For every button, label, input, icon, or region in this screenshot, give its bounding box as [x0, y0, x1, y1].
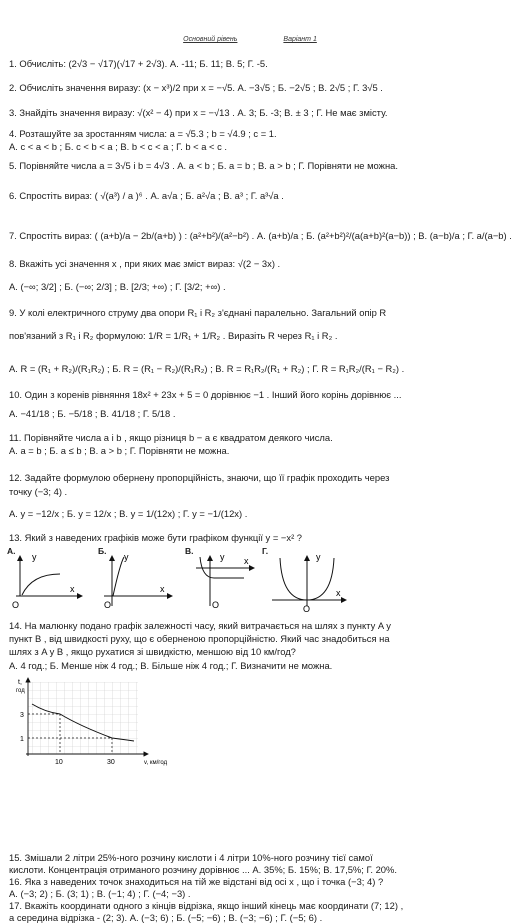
q14-tick-1: 1: [20, 736, 24, 743]
question-8-options: А. (−∞; 3/2] ; Б. (−∞; 2/3] ; В. [2/3; +∞) ; Г. [3/2; +∞) .: [9, 281, 226, 292]
question-16: 16. Яка з наведених точок знаходиться на тій же відстані від осі x , що і точка (−3; 4) ?: [9, 876, 384, 887]
question-5: 5. Порівняйте числа a = 3√5 і b = 4√3 . А. a < b ; Б. a = b ; В. a > b ; Г. Порівняти не можна.: [9, 160, 398, 171]
question-4: 4. Розташуйте за зростанням числа: a = √5.3 ; b = √4.9 ; c = 1.: [9, 128, 277, 139]
level-label: Основний рівень: [183, 36, 238, 43]
q14-v-label: v, км/год: [144, 760, 168, 766]
graph-b-origin: O: [104, 600, 112, 610]
q14-tick-30: 30: [107, 759, 115, 766]
question-10: 10. Один з коренів рівняння 18x² + 23x + 5 = 0 дорівнює −1 . Інший його корінь дорівнює ...: [9, 389, 402, 400]
graph-a-x-label: x: [70, 584, 75, 594]
question-14: 14. На малюнку подано графік залежності часу, який витрачається на шлях з пункту A у: [9, 620, 391, 631]
question-8: 8. Вкажіть усі значення x , при яких має зміст вираз: √(2 − 3x) .: [9, 258, 281, 269]
q13-graphs-svg: [0, 544, 360, 614]
question-13: 13. Який з наведених графіків може бути графіком функції y = −x² ?: [9, 532, 303, 543]
question-15: 15. Змішали 2 літри 25%-ного розчину кислоти і 4 літри 10%-ного розчину тієї самої: [9, 852, 373, 863]
question-14-line-2: пункт B , від швидкості руху, що є оберненою пропорційністю. Який час знадобиться на: [9, 633, 390, 644]
q14-tick-3: 3: [20, 712, 24, 719]
q14-t-label: t,: [18, 679, 22, 686]
question-17-line-2: а середина відрізка - (2; 3). А. (−3; 6) ; Б. (−5; −6) ; В. (−3; −6) ; Г. (−5; 6) .: [9, 912, 323, 923]
graph-g: [272, 552, 346, 614]
graph-b-x-label: x: [160, 584, 165, 594]
question-10-options: А. −41/18 ; Б. −5/18 ; В. 41/18 ; Г. 5/18 .: [9, 408, 176, 419]
question-14-options: А. 4 год.; Б. Менше ніж 4 год.; В. Більше ніж 4 год.; Г. Визначити не можна.: [9, 660, 333, 671]
graph-a-curve: [22, 574, 60, 595]
question-6: 6. Спростіть вираз: ( √(a³) / a )⁶ . А. a√a ; Б. a²√a ; В. a³ ; Г. a³√a .: [9, 190, 284, 201]
graph-a-origin: O: [12, 600, 20, 610]
graph-v-origin: O: [212, 600, 220, 610]
question-9-options: А. R = (R₁ + R₂)/(R₁R₂) ; Б. R = (R₁ − R₂)/(R₁R₂) ; В. R = R₁R₂/(R₁ + R₂) ; Г. R = R₁R₂/(R₁ − R₂) .: [9, 363, 405, 374]
variant-label: Варіант 1: [283, 36, 317, 43]
question-14-line-3: шлях з A у B , якщо рухатися зі швидкістю, меншою від 10 км/год?: [9, 646, 296, 657]
question-2: 2. Обчисліть значення виразу: (x − x³)/2 при x = −√5. А. −3√5 ; Б. −2√5 ; В. 2√5 ; Г. 3√5 .: [9, 82, 383, 93]
question-7: 7. Спростіть вираз: ( (a+b)/a − 2b/(a+b) ) : (a²+b²)/(a²−b²) . А. (a+b)/a ; Б. (a²+b²)²/(a(a+b)²(a−b)) ; В. (a−b)/a ; Г. a/(a−b) .: [9, 230, 512, 241]
question-12-point: точку (−3; 4) .: [9, 486, 68, 497]
question-12: 12. Задайте формулою обернену пропорційність, знаючи, що її графік проходить через: [9, 472, 390, 483]
q14-graph: [0, 674, 200, 770]
question-16-options: А. (−3; 2) ; Б. (3; 1) ; В. (−1; 4) ; Г. (−4; −3) .: [9, 888, 191, 899]
q14-tick-10: 10: [55, 759, 63, 766]
graph-v-x-label: x: [244, 556, 249, 566]
graph-a-label: А.: [7, 546, 16, 556]
graph-v-label: В.: [185, 546, 194, 556]
question-9: 9. У колі електричного струму два опори R₁ і R₂ з'єднані паралельно. Загальний опір R: [9, 307, 387, 318]
question-11-options: А. a = b ; Б. a ≤ b ; В. a > b ; Г. Порівняти не можна.: [9, 445, 230, 456]
worksheet-header: [0, 36, 500, 43]
graph-g-origin: O: [303, 604, 311, 614]
graph-v-y-label: y: [220, 552, 225, 562]
graph-a-y-label: y: [32, 552, 37, 562]
question-11: 11. Порівняйте числа a і b , якщо різниця b − a є квадратом деякого числа.: [9, 432, 333, 443]
graph-g-y-label: y: [316, 552, 321, 562]
q14-t-unit: год: [16, 688, 25, 694]
graph-b-curve: [113, 557, 124, 596]
graph-a: [12, 552, 82, 610]
graph-g-label: Г.: [262, 546, 269, 556]
question-3: 3. Знайдіть значення виразу: √(x² − 4) при x = −√13 . А. 3; Б. -3; В. ± 3 ; Г. Не має змісту.: [9, 107, 388, 118]
q14-grid: [28, 682, 138, 754]
graph-b-y-label: y: [124, 552, 129, 562]
question-15-line-2: кислоти. Концентрація отриманого розчину дорівнює ... А. 35%; Б. 15%; В. 17,5%; Г. 20%.: [9, 864, 397, 875]
graph-b-label: Б.: [98, 546, 107, 556]
graph-b: [104, 552, 172, 610]
question-1: 1. Обчисліть: (2√3 − √17)(√17 + 2√3). А. -11; Б. 11; В. 5; Г. -5.: [9, 58, 268, 69]
question-9-formula: пов'язаний з R₁ і R₂ формулою: 1/R = 1/R₁ + 1/R₂ . Виразіть R через R₁ і R₂ .: [9, 330, 338, 341]
question-12-options: А. y = −12/x ; Б. y = 12/x ; В. y = 1/(12x) ; Г. y = −1/(12x) .: [9, 508, 248, 519]
question-17: 17. Вкажіть координати одного з кінців відрізка, якщо інший кінець має координати (7; 12) ,: [9, 900, 404, 911]
question-4-options: А. c < a < b ; Б. c < b < a ; В. b < c < a ; Г. b < a < c .: [9, 141, 228, 152]
graph-g-x-label: x: [336, 588, 341, 598]
graph-v: [196, 552, 254, 610]
